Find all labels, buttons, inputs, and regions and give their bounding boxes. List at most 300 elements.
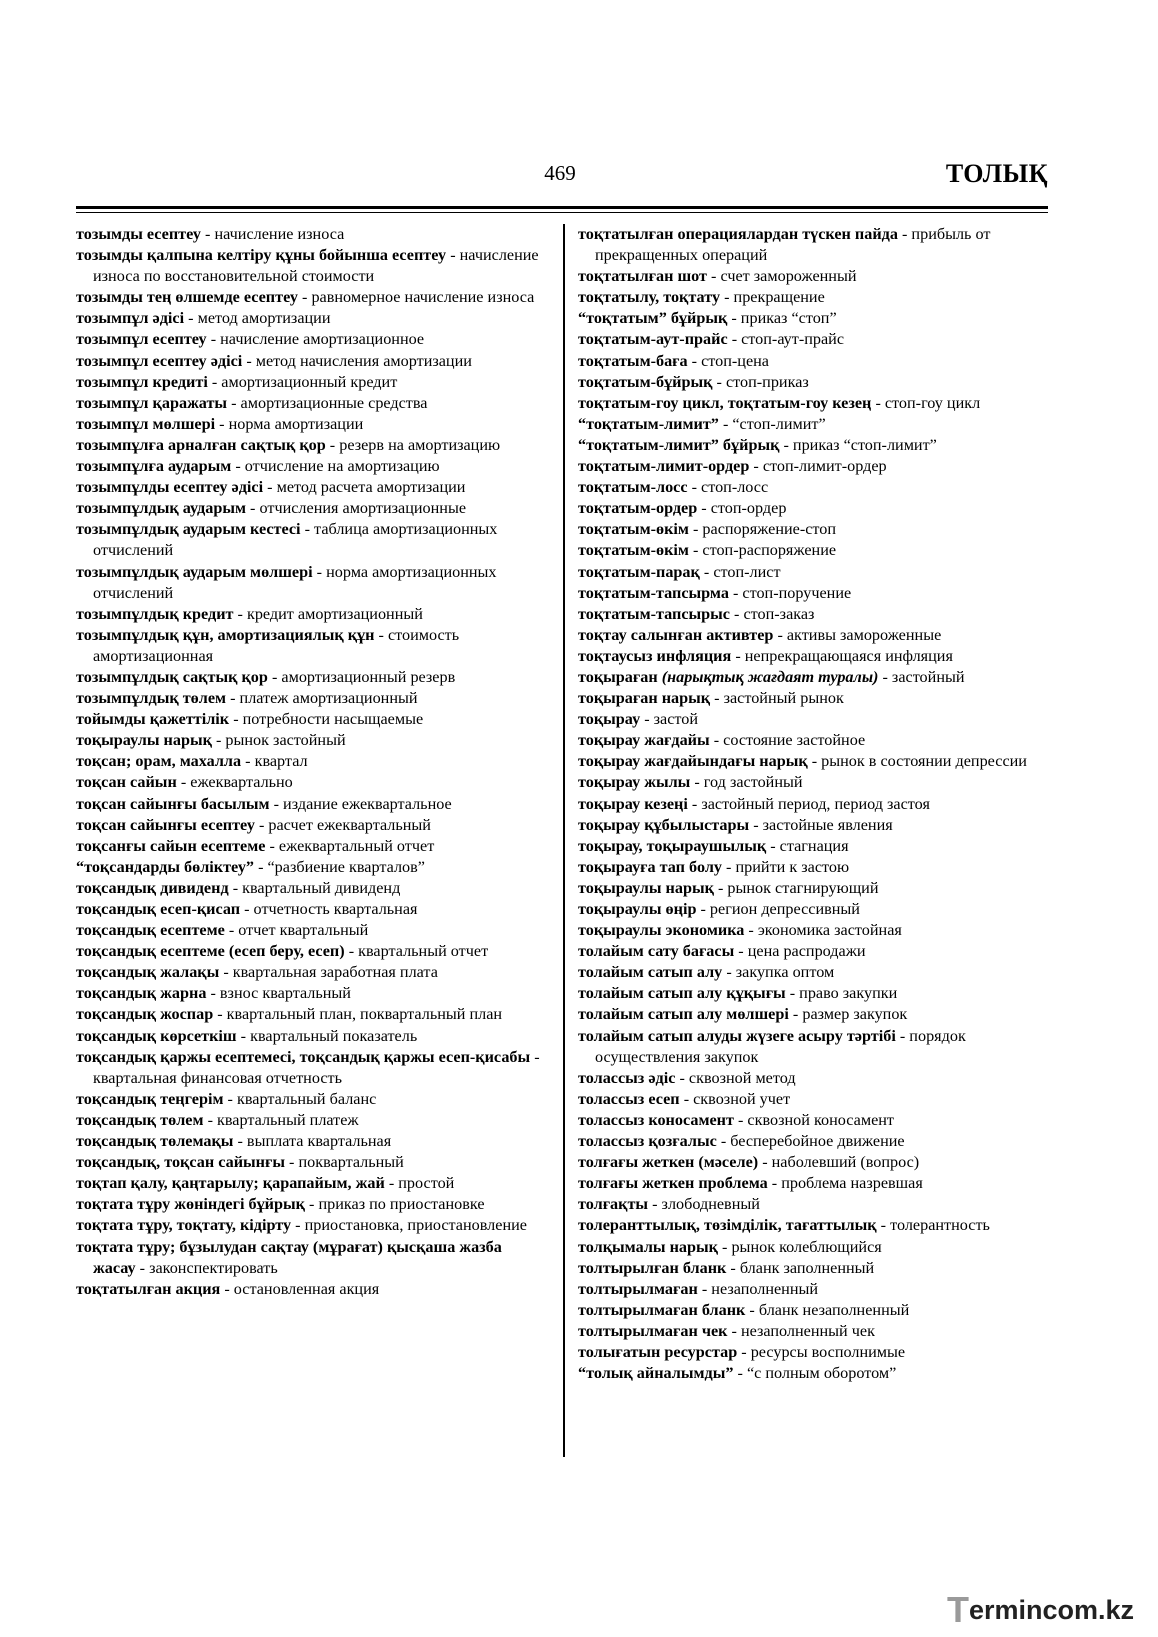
entry-term: тозымпұлдық сақтық қор bbox=[76, 667, 268, 686]
entry-definition: - квартальный отчет bbox=[344, 942, 489, 961]
dictionary-entry bbox=[76, 688, 546, 709]
entry-definition: - застойный период, период застоя bbox=[687, 794, 930, 813]
entry-term: тоқыраулы нарық bbox=[578, 878, 714, 897]
entry-term: тозымпұлдық аударым bbox=[76, 499, 246, 518]
entry-definition: - сквозной метод bbox=[675, 1068, 796, 1087]
entry-definition: - толерантность bbox=[876, 1216, 990, 1235]
entry-term: тоқтатым-бұйрық bbox=[578, 372, 713, 391]
entry-term: тоқырау жағдайы bbox=[578, 731, 710, 750]
entry-term: тоқтатым-өкім bbox=[578, 541, 689, 560]
dictionary-entry bbox=[76, 1173, 546, 1194]
entry-term: тоқтатылу, тоқтату bbox=[578, 288, 721, 307]
entry-definition: - квартальный платеж bbox=[203, 1110, 359, 1129]
dictionary-entry bbox=[76, 224, 546, 245]
dictionary-entry bbox=[76, 1089, 546, 1110]
entry-definition: - начисление амортизационное bbox=[206, 330, 425, 349]
dictionary-entry bbox=[76, 1131, 546, 1152]
entry-definition: - цена распродажи bbox=[734, 942, 866, 961]
dictionary-entry bbox=[76, 456, 546, 477]
entry-term: тоқырау жылы bbox=[578, 773, 691, 792]
entry-definition: - метод расчета амортизации bbox=[263, 478, 466, 497]
left-column bbox=[76, 224, 546, 1300]
entry-term: тоқтатым-ордер bbox=[578, 499, 698, 518]
dictionary-entry bbox=[76, 498, 546, 519]
entry-definition: - остановленная акция bbox=[220, 1279, 380, 1298]
entry-definition: - отчетность квартальная bbox=[240, 900, 418, 918]
entry-term: тозымпұл мөлшері bbox=[76, 414, 216, 433]
entry-definition: - сквозной коносамент bbox=[733, 1110, 895, 1129]
dictionary-entry bbox=[578, 1110, 1048, 1131]
entry-definition: - стоп-приказ bbox=[712, 372, 809, 391]
entry-term: тоқтау салынған активтер bbox=[578, 625, 774, 644]
entry-definition: - метод начисления амортизации bbox=[242, 351, 472, 370]
entry-definition: - норма амортизации bbox=[215, 414, 364, 433]
entry-definition: - отчет квартальный bbox=[224, 921, 369, 940]
entry-definition: - ежеквартальный отчет bbox=[265, 836, 435, 855]
entry-term: тоқсан сайынғы есептеу bbox=[76, 815, 255, 834]
entry-definition: - застойный bbox=[878, 667, 965, 686]
dictionary-entry bbox=[578, 266, 1048, 287]
entry-term: тоқырауға тап болу bbox=[578, 857, 722, 876]
entry-definition: - порядок осуществления закупок bbox=[595, 1026, 966, 1066]
entry-definition: - незаполненный bbox=[697, 1279, 819, 1298]
dictionary-entry bbox=[76, 751, 546, 772]
entry-term: тоқтаусыз инфляция bbox=[578, 646, 732, 665]
running-head: ТОЛЫҚ bbox=[945, 159, 1048, 188]
entry-term: “толық айналымды” bbox=[578, 1364, 734, 1383]
entry-definition: - резерв на амортизацию bbox=[325, 435, 501, 454]
entry-term: толқымалы нарық bbox=[578, 1237, 718, 1256]
entry-definition: - поквартальный bbox=[284, 1153, 404, 1172]
entry-term: толтырылмаған чек bbox=[578, 1321, 728, 1340]
dictionary-entry bbox=[578, 751, 1048, 772]
entry-term: толайым сатып алу bbox=[578, 963, 723, 982]
entry-definition: - потребности насыщаемые bbox=[229, 710, 424, 729]
dictionary-entry bbox=[578, 1215, 1048, 1236]
entry-definition: - издание ежеквартальное bbox=[269, 794, 452, 813]
entry-definition: - выплата квартальная bbox=[233, 1132, 392, 1151]
entry-term: толтырылмаған bbox=[578, 1279, 698, 1298]
entry-definition: - незаполненный чек bbox=[727, 1321, 875, 1340]
entry-term: толассыз әдіс bbox=[578, 1068, 676, 1087]
dictionary-entry bbox=[578, 1342, 1048, 1363]
logo-text: ermincom.kz bbox=[969, 1595, 1135, 1625]
entry-definition: - сквозной учет bbox=[679, 1089, 791, 1108]
dictionary-entry bbox=[578, 646, 1048, 667]
entry-term: тозымпұл есептеу әдісі bbox=[76, 351, 243, 370]
entry-definition: - амортизационный кредит bbox=[207, 372, 398, 391]
dictionary-entry bbox=[76, 1026, 546, 1047]
entry-definition: - простой bbox=[384, 1174, 455, 1193]
dictionary-entry bbox=[578, 667, 1048, 688]
entry-definition: - закупка оптом bbox=[722, 963, 835, 982]
entry-definition: - активы замороженные bbox=[773, 625, 942, 644]
dictionary-entry bbox=[578, 730, 1048, 751]
entry-term: толғақты bbox=[578, 1195, 649, 1214]
entry-term: толғағы жеткен (мәселе) bbox=[578, 1153, 759, 1172]
dictionary-entry bbox=[76, 1237, 546, 1279]
entry-term: тоқтатым-аут-прайс bbox=[578, 330, 728, 349]
dictionary-entry bbox=[76, 287, 546, 308]
entry-definition: - квартальный план, поквартальный план bbox=[213, 1005, 503, 1024]
dictionary-entry bbox=[76, 857, 546, 878]
entry-term: тоқтата тұру, тоқтату, кідірту bbox=[76, 1216, 292, 1235]
dictionary-entry bbox=[578, 477, 1048, 498]
dictionary-entry bbox=[76, 794, 546, 815]
entry-term: тоқсандық теңгерім bbox=[76, 1089, 224, 1108]
entry-definition: - злободневный bbox=[648, 1195, 760, 1214]
entry-term: тоқсандық жалақы bbox=[76, 963, 220, 982]
entry-definition: - равномерное начисление износа bbox=[297, 288, 535, 307]
entry-definition: - год застойный bbox=[690, 773, 803, 792]
entry-term: тоқыраулы нарық bbox=[76, 731, 212, 750]
entry-definition: - кредит амортизационный bbox=[233, 604, 423, 623]
entry-definition: - стоп-гоу цикл bbox=[871, 393, 981, 412]
dictionary-entry bbox=[76, 667, 546, 688]
dictionary-entry bbox=[578, 688, 1048, 709]
dictionary-entry bbox=[76, 1110, 546, 1131]
entry-definition: - приказ “стоп-лимит” bbox=[779, 435, 937, 454]
entry-term: тоқсан сайын bbox=[76, 773, 177, 792]
dictionary-entry bbox=[76, 899, 546, 920]
dictionary-entry bbox=[578, 836, 1048, 857]
dictionary-entry bbox=[76, 1279, 546, 1300]
entry-term: тоқсан сайынғы басылым bbox=[76, 794, 270, 813]
dictionary-entry bbox=[578, 540, 1048, 561]
entry-definition: - право закупки bbox=[785, 984, 898, 1003]
dictionary-entry bbox=[578, 1300, 1048, 1321]
entry-term: “тоқтатым” бұйрық bbox=[578, 309, 728, 328]
entry-term: тоқтатым-лимит-ордер bbox=[578, 457, 750, 476]
dictionary-entry bbox=[578, 1258, 1048, 1279]
entry-definition: - рынок в состоянии депрессии bbox=[807, 752, 1027, 771]
entry-definition: - непрекращающаяся инфляция bbox=[731, 646, 953, 665]
entry-term: тозымды қалпына келтіру құны бойынша есептеу bbox=[76, 246, 447, 265]
entry-term: толтырылмаған бланк bbox=[578, 1300, 746, 1319]
entry-term: тоқтатылған акция bbox=[76, 1279, 221, 1298]
entry-term: толассыз есеп bbox=[578, 1089, 680, 1108]
entry-definition: - наболевший (вопрос) bbox=[758, 1153, 920, 1172]
dictionary-entry bbox=[76, 878, 546, 899]
entry-term: тоқтата тұру; бұзылудан сақтау (мұрағат) қысқаша жазба жасау bbox=[76, 1237, 502, 1277]
entry-definition: - стоп-цена bbox=[687, 351, 769, 370]
dictionary-entry bbox=[578, 583, 1048, 604]
entry-definition: - таблица амортизационных отчислений bbox=[93, 520, 498, 560]
entry-definition: - амортизационные средства bbox=[227, 393, 428, 412]
dictionary-entry bbox=[578, 414, 1048, 435]
entry-definition: - распоряжение-стоп bbox=[688, 520, 837, 539]
dictionary-entry bbox=[76, 1047, 546, 1089]
entry-term: тоқсандық, тоқсан сайынғы bbox=[76, 1153, 285, 1172]
dictionary-entry bbox=[76, 1194, 546, 1215]
entry-term: тоқтатым-парақ bbox=[578, 562, 700, 581]
entry-term: тоқсандық есеп-қисап bbox=[76, 900, 241, 918]
dictionary-entry bbox=[578, 1279, 1048, 1300]
entry-term: тозымпұл қаражаты bbox=[76, 393, 228, 412]
entry-term: тозымды тең өлшемде есептеу bbox=[76, 288, 298, 307]
dictionary-entry bbox=[76, 709, 546, 730]
dictionary-entry bbox=[578, 498, 1048, 519]
dictionary-entry bbox=[76, 772, 546, 793]
dictionary-entry bbox=[578, 308, 1048, 329]
entry-term: тоқтатым-өкім bbox=[578, 520, 689, 539]
entry-definition: - ресурсы восполнимые bbox=[737, 1342, 906, 1361]
dictionary-entry bbox=[578, 287, 1048, 308]
entry-term: тозымпұл кредиті bbox=[76, 372, 208, 391]
entry-definition: - стоп-распоряжение bbox=[688, 541, 837, 560]
dictionary-entry bbox=[578, 1004, 1048, 1025]
entry-term: тоқсандық көрсеткіш bbox=[76, 1026, 237, 1045]
entry-definition: - взнос квартальный bbox=[206, 984, 351, 1003]
entry-definition: - метод амортизации bbox=[184, 309, 331, 328]
dictionary-entry bbox=[578, 224, 1048, 266]
entry-term: толайым сатып алуды жүзеге асыру тәртібі bbox=[578, 1026, 896, 1045]
entry-term: тозымпұлдық аударым кестесі bbox=[76, 520, 301, 539]
dictionary-entry bbox=[578, 456, 1048, 477]
dictionary-entry bbox=[76, 941, 546, 962]
entry-term: тоқсандық жарна bbox=[76, 984, 207, 1003]
entry-term: тоқсандық дивиденд bbox=[76, 878, 229, 897]
dictionary-entry bbox=[76, 414, 546, 435]
entry-term: тоқтатым-тапсырыс bbox=[578, 604, 730, 623]
entry-definition: - квартальный баланс bbox=[223, 1089, 377, 1108]
entry-note: (нарықтық жағдаят туралы) bbox=[657, 667, 879, 686]
entry-definition: - размер закупок bbox=[788, 1005, 908, 1024]
entry-term: толығатын ресурстар bbox=[578, 1342, 738, 1361]
entry-term: тоқсанғы сайын есептеме bbox=[76, 836, 266, 855]
dictionary-entry bbox=[578, 1026, 1048, 1068]
entry-definition: - стоп-лимит-ордер bbox=[749, 457, 887, 476]
dictionary-entry bbox=[578, 393, 1048, 414]
dictionary-entry bbox=[76, 815, 546, 836]
entry-definition: - приказ по приостановке bbox=[304, 1195, 485, 1214]
dictionary-entry bbox=[76, 730, 546, 751]
entry-definition: - проблема назревшая bbox=[767, 1174, 923, 1193]
dictionary-entry bbox=[578, 435, 1048, 456]
entry-definition: - бланк незаполненный bbox=[745, 1300, 910, 1319]
entry-term: “тоқтатым-лимит” бұйрық bbox=[578, 435, 780, 454]
entry-term: толайым сату бағасы bbox=[578, 942, 735, 961]
entry-definition: - рынок застойный bbox=[211, 731, 346, 750]
entry-term: толтырылған бланк bbox=[578, 1258, 727, 1277]
entry-definition: - стоп-лосс bbox=[687, 478, 769, 497]
dictionary-entry bbox=[578, 1089, 1048, 1110]
entry-term: тоқтата тұру жөніндегі бұйрық bbox=[76, 1195, 305, 1214]
dictionary-entry bbox=[578, 519, 1048, 540]
entry-term: тоқыраулы өңір bbox=[578, 900, 697, 918]
entry-term: тозымпұлға аударым bbox=[76, 457, 232, 476]
entry-term: “тоқсандарды бөліктеу” bbox=[76, 857, 255, 876]
entry-term: тоқырау, тоқыраушылық bbox=[578, 836, 767, 855]
site-logo bbox=[947, 1589, 1155, 1633]
dictionary-entry bbox=[578, 1131, 1048, 1152]
entry-term: тоқтатылған шот bbox=[578, 267, 707, 286]
dictionary-entry bbox=[76, 836, 546, 857]
dictionary-entry bbox=[76, 1215, 546, 1236]
dictionary-entry bbox=[578, 1363, 1048, 1384]
dictionary-entry bbox=[76, 477, 546, 498]
entry-definition: - законспектировать bbox=[135, 1258, 278, 1277]
entry-term: тозымпұлдық кредит bbox=[76, 604, 234, 623]
entry-definition: - бесперебойное движение bbox=[716, 1132, 905, 1151]
entry-definition: - “разбиение кварталов” bbox=[254, 857, 425, 876]
entry-definition: - приказ “стоп” bbox=[727, 309, 837, 328]
entry-term: тозымпұл есептеу bbox=[76, 330, 207, 349]
entry-definition: - приостановка, приостановление bbox=[291, 1216, 527, 1235]
entry-term: толайым сатып алу құқығы bbox=[578, 984, 786, 1003]
entry-term: тоқтатым-гоу цикл, тоқтатым-гоу кезең bbox=[578, 393, 872, 412]
entry-term: тозымпұлдық аударым мөлшері bbox=[76, 562, 313, 581]
entry-term: тоқтап қалу, қаңтарылу; қарапайым, жай bbox=[76, 1174, 385, 1193]
entry-definition: - отчисление на амортизацию bbox=[231, 457, 440, 476]
entry-term: тоқырау құбылыстары bbox=[578, 815, 750, 834]
header-rule-thick bbox=[76, 206, 1048, 209]
entry-term: тоқсандық төлемақы bbox=[76, 1132, 234, 1151]
entry-definition: - стагнация bbox=[766, 836, 849, 855]
entry-definition: - прекращение bbox=[720, 288, 825, 307]
column-divider bbox=[563, 224, 565, 1457]
right-column bbox=[578, 224, 1048, 1384]
dictionary-entry bbox=[76, 962, 546, 983]
entry-definition: - норма амортизационных отчислений bbox=[93, 562, 497, 602]
dictionary-entry bbox=[578, 329, 1048, 350]
dictionary-entry bbox=[76, 604, 546, 625]
dictionary-entry bbox=[578, 351, 1048, 372]
entry-term: “тоқтатым-лимит” bbox=[578, 414, 719, 433]
entry-term: тоқсандық есептеме (есеп беру, есеп) bbox=[76, 942, 345, 961]
entry-term: тойымды қажеттілік bbox=[76, 710, 230, 729]
header-rule-thin bbox=[76, 212, 1048, 213]
entry-definition: - квартальный показатель bbox=[236, 1026, 418, 1045]
dictionary-entry bbox=[76, 519, 546, 561]
entry-term: тоқтатым-лосс bbox=[578, 478, 688, 497]
dictionary-entry bbox=[578, 372, 1048, 393]
entry-definition: - “стоп-лимит” bbox=[718, 414, 826, 433]
entry-definition: - бланк заполненный bbox=[726, 1258, 875, 1277]
dictionary-entry bbox=[76, 351, 546, 372]
entry-definition: - “с полным оборотом” bbox=[733, 1364, 897, 1383]
entry-definition: - амортизационный резерв bbox=[267, 667, 456, 686]
dictionary-entry bbox=[76, 308, 546, 329]
entry-definition: - рынок колеблющийся bbox=[717, 1237, 882, 1256]
entry-term: толассыз коносамент bbox=[578, 1110, 734, 1129]
entry-definition: - состояние застойное bbox=[709, 731, 866, 750]
entry-definition: - экономика застойная bbox=[744, 921, 902, 940]
entry-term: толғағы жеткен проблема bbox=[578, 1174, 768, 1193]
entry-term: тозымпұлды есептеу әдісі bbox=[76, 478, 264, 497]
entry-term: тозымпұл әдісі bbox=[76, 309, 185, 328]
dictionary-entry bbox=[76, 1004, 546, 1025]
entry-definition: - платеж амортизационный bbox=[226, 689, 418, 708]
dictionary-entry bbox=[578, 941, 1048, 962]
entry-definition: - расчет ежеквартальный bbox=[254, 815, 431, 834]
entry-term: тозымпұлдық төлем bbox=[76, 689, 227, 708]
entry-term: тоқырау жағдайындағы нарық bbox=[578, 752, 808, 771]
entry-definition: - стоп-лист bbox=[699, 562, 781, 581]
entry-definition: - стоп-аут-прайс bbox=[727, 330, 845, 349]
dictionary-entry bbox=[578, 962, 1048, 983]
entry-term: толассыз қозғалыс bbox=[578, 1132, 717, 1151]
dictionary-entry bbox=[578, 878, 1048, 899]
dictionary-entry bbox=[578, 857, 1048, 878]
dictionary-entry bbox=[76, 393, 546, 414]
entry-term: толеранттылық, төзімділік, тағаттылық bbox=[578, 1216, 877, 1235]
dictionary-entry bbox=[578, 1152, 1048, 1173]
dictionary-entry bbox=[578, 1237, 1048, 1258]
dictionary-entry bbox=[578, 983, 1048, 1004]
dictionary-entry bbox=[76, 435, 546, 456]
logo-letter: T bbox=[947, 1589, 969, 1630]
dictionary-entry bbox=[578, 899, 1048, 920]
entry-definition: - прибыль от прекращенных операций bbox=[595, 225, 991, 265]
entry-term: тоқырау кезеңі bbox=[578, 794, 688, 813]
entry-definition: - квартальная заработная плата bbox=[219, 963, 438, 982]
entry-definition: - прийти к застою bbox=[722, 857, 850, 876]
entry-definition: - стоимость амортизационная bbox=[93, 625, 460, 665]
dictionary-entry bbox=[578, 1321, 1048, 1342]
entry-definition: - застойные явления bbox=[749, 815, 893, 834]
dictionary-entry bbox=[76, 329, 546, 350]
entry-term: тоқсандық төлем bbox=[76, 1110, 204, 1129]
entry-term: тоқсандық қаржы есептемесі, тоқсандық қаржы есеп-қисабы bbox=[76, 1047, 531, 1066]
entry-term: толайым сатып алу мөлшері bbox=[578, 1005, 789, 1024]
dictionary-entry bbox=[578, 772, 1048, 793]
dictionary-entry bbox=[578, 920, 1048, 941]
entry-definition: - начисление износа по восстановительной стоимости bbox=[93, 246, 539, 286]
entry-term: тоқсандық есептеме bbox=[76, 921, 225, 940]
entry-term: тоқсан; орам, махалла bbox=[76, 752, 242, 771]
entry-definition: - стоп-поручение bbox=[728, 583, 852, 602]
entry-term: тоқыраған bbox=[578, 667, 658, 686]
entry-term: тозымпұлға арналған сақтық қор bbox=[76, 435, 326, 454]
entry-term: тоқсандық жоспар bbox=[76, 1005, 214, 1024]
dictionary-entry bbox=[578, 794, 1048, 815]
entry-definition: - ежеквартально bbox=[176, 773, 293, 792]
entry-term: тоқтатым-баға bbox=[578, 351, 688, 370]
entry-definition: - стоп-заказ bbox=[730, 604, 815, 623]
dictionary-entry bbox=[578, 1173, 1048, 1194]
dictionary-entry bbox=[76, 372, 546, 393]
dictionary-entry bbox=[76, 920, 546, 941]
entry-term: тозымды есептеу bbox=[76, 225, 201, 243]
dictionary-entry bbox=[578, 562, 1048, 583]
dictionary-entry bbox=[76, 625, 546, 667]
entry-term: тоқыраған нарық bbox=[578, 689, 711, 708]
entry-term: тозымпұлдық құн, амортизациялық құн bbox=[76, 625, 375, 644]
dictionary-entry bbox=[76, 983, 546, 1004]
entry-definition: - квартальный дивиденд bbox=[228, 878, 401, 897]
entry-definition: - регион депрессивный bbox=[696, 900, 860, 918]
entry-definition: - стоп-ордер bbox=[697, 499, 787, 518]
dictionary-entry bbox=[76, 1152, 546, 1173]
dictionary-entry bbox=[578, 1194, 1048, 1215]
entry-definition: - рынок стагнирующий bbox=[713, 878, 879, 897]
dictionary-entry bbox=[578, 815, 1048, 836]
page-number: 469 bbox=[544, 161, 576, 185]
dictionary-entry bbox=[578, 604, 1048, 625]
entry-definition: - счет замороженный bbox=[706, 267, 857, 286]
entry-definition: - квартальная финансовая отчетность bbox=[93, 1047, 540, 1087]
dictionary-entry bbox=[76, 562, 546, 604]
dictionary-entry bbox=[578, 709, 1048, 730]
dictionary-entry bbox=[578, 625, 1048, 646]
dictionary-entry bbox=[76, 245, 546, 287]
entry-definition: - квартал bbox=[241, 752, 308, 771]
entry-term: тоқырау bbox=[578, 710, 641, 729]
dictionary-entry bbox=[578, 1068, 1048, 1089]
entry-term: тоқтатылған операциялардан түскен пайда bbox=[578, 225, 898, 243]
entry-definition: - застой bbox=[640, 710, 699, 729]
